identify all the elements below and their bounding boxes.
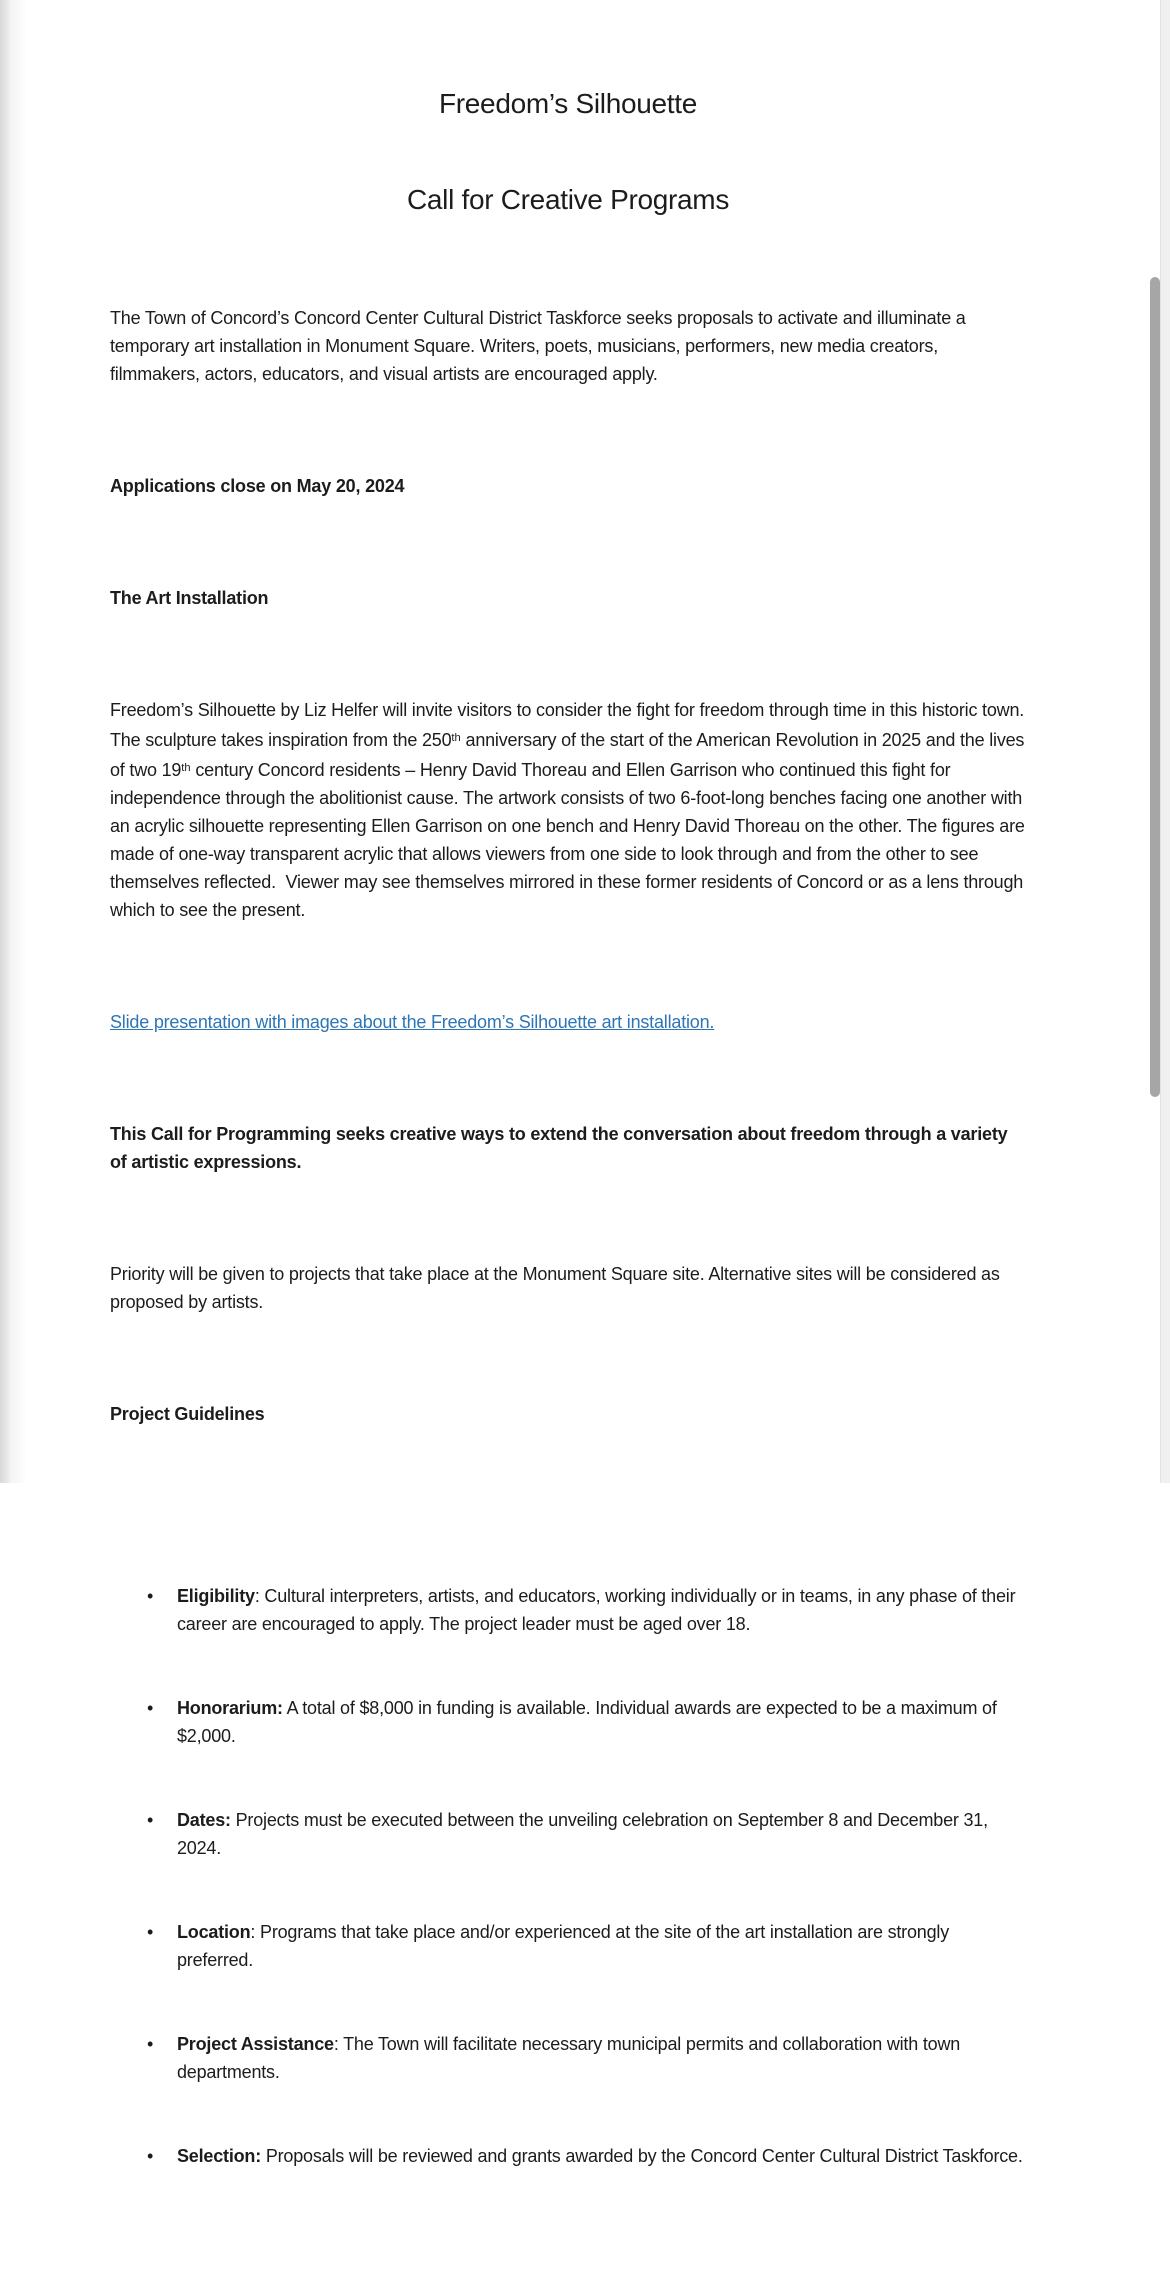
art-installation-heading: The Art Installation [110, 588, 269, 608]
bullet-text: : Cultural interpreters, artists, and educators, working individually or in teams, in any phase of their career are encouraged to apply. The project leader must be aged over 18. [177, 1586, 1021, 1635]
installation-text-run: anniversary of the start of the American Revolution in 2025 and the lives of two 19 [110, 730, 1030, 781]
bullet-text: : Programs that take place and/or experienced at the site of the art installation are strongly preferred. [177, 1922, 954, 1971]
document-subtitle: Call for Creative Programs [406, 184, 730, 215]
list-item [110, 1806, 1026, 1862]
intro-paragraph: The Town of Concord’s Concord Center Cultural District Taskforce seeks proposals to activate and illuminate a temporary art installation in Monument Square. Writers, poets, musicians, performers, new media creators, filmmakers, actors, educators, and visual artists are encouraged apply. [110, 308, 971, 384]
document-title: Freedom’s Silhouette [438, 88, 698, 119]
scrollbar-thumb[interactable] [1150, 277, 1160, 1097]
deadline-heading: Applications close on May 20, 2024 [110, 476, 405, 496]
bullet-label: Project Assistance [177, 2034, 334, 2055]
scrollbar-track[interactable] [1160, 0, 1170, 1483]
ordinal-superscript: th [451, 732, 461, 744]
bullet-label: Eligibility [177, 1586, 255, 1607]
list-item [110, 2030, 1026, 2086]
bullet-text: : The Town will facilitate necessary municipal permits and collaboration with town departments. [177, 2034, 965, 2083]
viewer-left-margin [0, 0, 9, 1483]
project-guidelines-heading: Project Guidelines [110, 1404, 265, 1425]
page-edge-shadow [9, 0, 27, 1483]
list-item [110, 1694, 1026, 1750]
ordinal-superscript: th [181, 762, 191, 775]
installation-paragraph [110, 696, 1030, 924]
slide-presentation-link[interactable]: Slide presentation with images about the Freedom’s Silhouette art installation. [110, 1012, 715, 1033]
list-item [110, 1582, 1026, 1638]
bullet-label: Selection: [177, 2146, 262, 2167]
bullet-text: A total of $8,000 in funding is available. Individual awards are expected to be a maximum of $2,000. [177, 1698, 1002, 1747]
list-item [110, 1918, 1026, 1974]
bullet-label: Honorarium: [177, 1698, 283, 1719]
bullet-label: Location [177, 1922, 251, 1943]
bullet-text: Proposals will be reviewed and grants awarded by the Concord Center Cultural District Taskforce. [261, 2146, 1023, 2167]
priority-paragraph: Priority will be given to projects that take place at the Monument Square site. Alternative sites will be considered as proposed by artists. [110, 1264, 1005, 1313]
guidelines-list [110, 1526, 1026, 2226]
document-page [110, 0, 1030, 2282]
bullet-label: Dates: [177, 1810, 231, 1831]
installation-text-run: century Concord residents – Henry David Thoreau and Ellen Garrison who continued this fight for independence through the abolitionist cause. The artwork consists of two 6-foot-long benches facing one another with an acrylic silhouette representing Ellen Garrison on one bench and Henry David Thoreau on the other. The figures are made of one-way transparent acrylic that allows viewers from one side to look through and from the other to see themselves reflected. Viewer may see themselves mirrored in these former residents of Concord or as a lens through which to see the present. [110, 760, 1030, 921]
call-for-programming-statement: This Call for Programming seeks creative ways to extend the conversation about freedom through a variety of artistic expressions. [110, 1124, 1013, 1173]
bullet-text: Projects must be executed between the unveiling celebration on September 8 and December 31, 2024. [177, 1810, 993, 1859]
list-item [110, 2142, 1026, 2170]
installation-text-run: Freedom’s Silhouette by Liz Helfer will invite visitors to consider the fight for freedom through time in this historic town. The sculpture takes inspiration from the 250 [110, 700, 1029, 751]
slide-link-line [110, 1008, 1026, 1036]
